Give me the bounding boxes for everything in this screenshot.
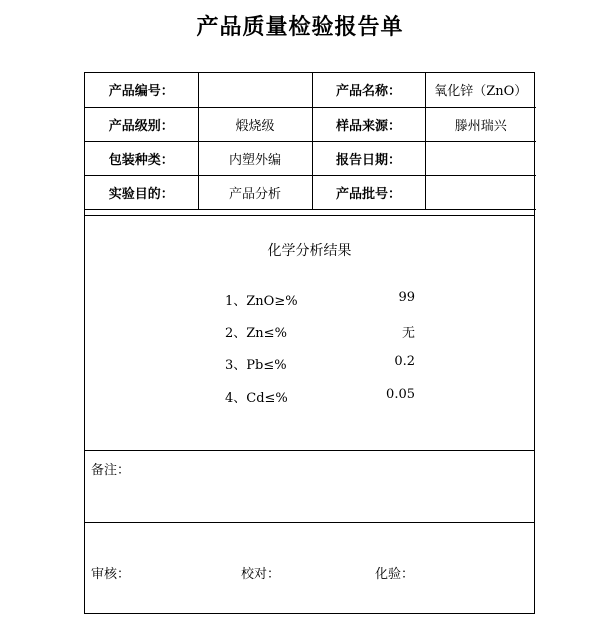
signoff-section bbox=[85, 523, 534, 613]
result-value: 0.05 bbox=[386, 387, 415, 402]
product-number-label: 产品编号： bbox=[85, 73, 198, 107]
result-label: 1、ZnO≥% bbox=[225, 294, 298, 309]
info-row bbox=[85, 175, 536, 209]
chemical-analysis-heading: 化学分析结果 bbox=[267, 243, 352, 259]
notes-label: 备注： bbox=[91, 463, 131, 478]
result-label: 2、Zn≤% bbox=[225, 326, 287, 341]
sample-source-label: 样品来源： bbox=[312, 107, 425, 141]
product-number-value bbox=[198, 73, 312, 107]
reviewer-label: 审核： bbox=[91, 567, 131, 582]
test-purpose-value: 产品分析 bbox=[198, 175, 312, 209]
report-sheet bbox=[84, 72, 535, 614]
tester-label: 化验： bbox=[375, 567, 415, 582]
notes-section bbox=[85, 451, 534, 523]
result-item bbox=[85, 290, 534, 310]
product-name-value: 氧化锌（ZnO） bbox=[425, 73, 536, 107]
info-row bbox=[85, 141, 536, 175]
result-label: 3、Pb≤% bbox=[225, 358, 287, 373]
packaging-type-value: 内塑外编 bbox=[198, 141, 312, 175]
product-grade-label: 产品级别： bbox=[85, 107, 198, 141]
checker-label: 校对： bbox=[241, 567, 281, 582]
result-label: 4、Cd≤% bbox=[225, 391, 288, 406]
result-value: 0.2 bbox=[394, 354, 415, 369]
report-date-value bbox=[425, 141, 536, 175]
batch-number-label: 产品批号： bbox=[312, 175, 425, 209]
report-title: 产品质量检验报告单 bbox=[196, 15, 404, 40]
result-value: 无 bbox=[401, 326, 415, 341]
result-item bbox=[85, 387, 534, 407]
result-item bbox=[85, 322, 534, 342]
test-purpose-label: 实验目的： bbox=[85, 175, 198, 209]
product-name-label: 产品名称： bbox=[312, 73, 425, 107]
chemical-analysis-section bbox=[85, 215, 534, 451]
packaging-type-label: 包装种类： bbox=[85, 141, 198, 175]
batch-number-value bbox=[425, 175, 536, 209]
report-date-label: 报告日期： bbox=[312, 141, 425, 175]
result-value: 99 bbox=[398, 290, 415, 305]
info-row bbox=[85, 107, 536, 141]
result-item bbox=[85, 354, 534, 374]
product-info-table bbox=[85, 73, 536, 210]
product-grade-value: 煅烧级 bbox=[198, 107, 312, 141]
info-row bbox=[85, 73, 536, 107]
sample-source-value: 滕州瑞兴 bbox=[425, 107, 536, 141]
